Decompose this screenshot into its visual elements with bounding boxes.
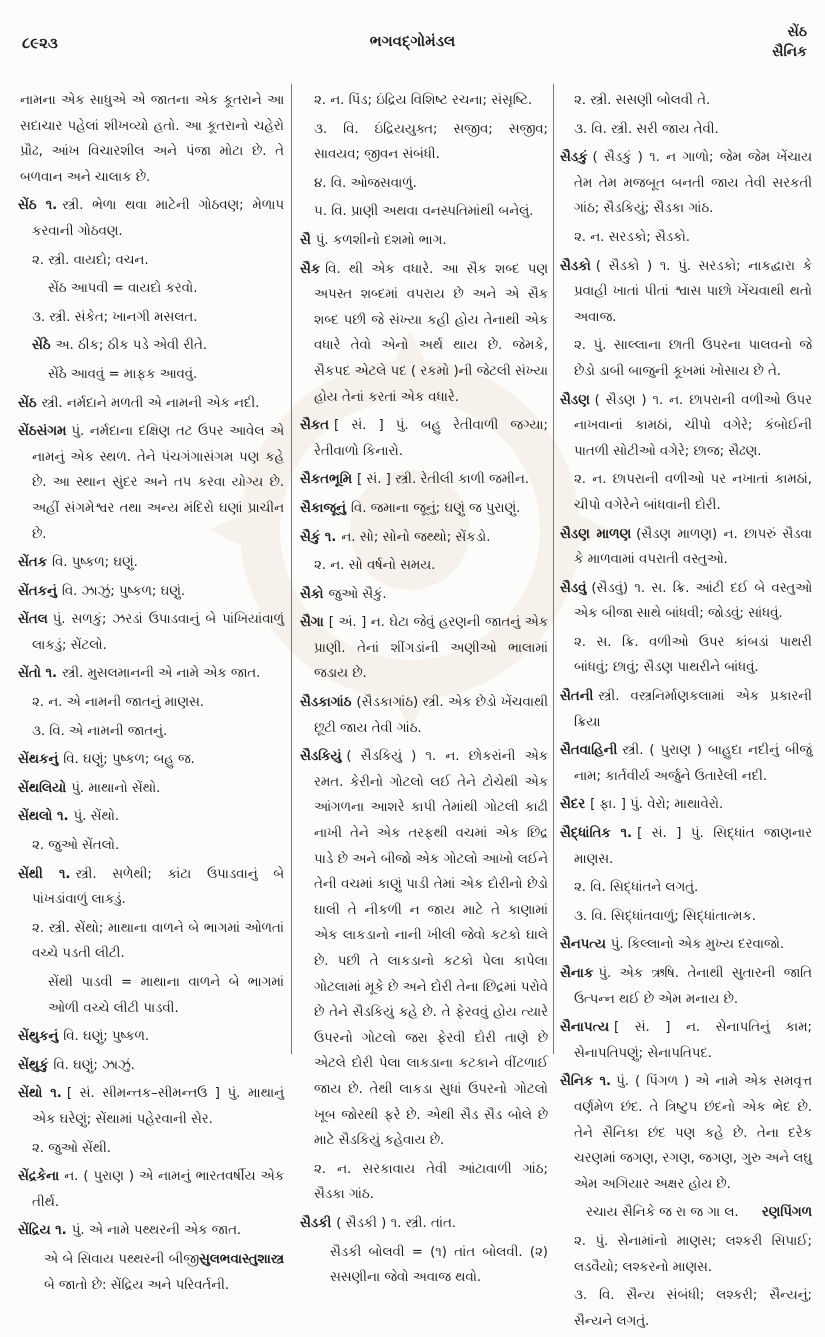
headword: સેંતકનું [18,583,57,599]
dictionary-entry [300,228,548,254]
sense-line [300,553,548,579]
definition-text: [ સં. ] ન. સેનાપતિનું કામ; સેનાપતિપણું; સેનાપતિપદ. [574,1020,812,1061]
definition-text: ( સૈડકિયું ) ૧. ન. છોકરાંની એક રમત. કેરીનો ગોટલો લઈ તેને ટોચેથી એક આંગળના આશરે કાપી તેમાંથી ગોટલી કાઢી નાખી તેને એક તરફથી વચમાં એક છિદ્ર પાડે છે અને બીજો એક ગોટલો આખો લઈને તેની વચમાં કાણું પાડી તેમાં એક દોરીનો છેડો ઘાલી તે નીકળી ન જાય માટે તે કાણામાં એક લાકડાનો નાની ખીલી જેવો કટકો ઘાલે છે. પછી તે લાકડાનો કટકો પેલા કાપેલા ગોટલામાં મૂકે છે અને દોરી તેના છિદ્રમાં પરોવે છે તેને સૈડકિયું કહે છે. તે ફેરવવું હોય ત્યારે ઉપરનો ગોટલો જરા ફેરવી દોરી તાણે છે એટલે દોરી પેલા લાકડાના કટકાને વીંટળાઈ જાય છે. તેથી લાકડા સુધાં ઉપરનો ગોટલો ખૂબ જોરથી ફરે છે. એથી સૈડ સૈડ બોલે છે માટે સૈડકિયું કહેવાય છે. [314,749,548,1149]
sense-line [18,88,284,190]
definition-text: પું. માથાનો સેંથો. [71,780,161,796]
definition-text: સ્ત્રી. સળેથી; કાંટા ઉપાડવાનું બે પાંખડાંવાળું લાકડું. [32,866,285,908]
citation [18,1247,284,1298]
running-title: ભગવદ્ગોમંડલ [369,32,456,50]
sense-line [18,833,284,859]
dictionary-entry [18,607,284,658]
headword: સૈકત [300,418,329,434]
column-divider [553,84,554,1054]
definition-text: ૩. સ્ત્રી. સંકેત; ખાનગી મસલત. [32,309,198,325]
dictionary-entry [560,145,812,222]
definition-text: પું. એક ઋષિ. તેનાથી સુતારની જાતિ ઉત્પન્ન થઈ છે એમ મનાય છે. [574,966,812,1007]
citation-source: રણપિંગળ [761,1205,812,1221]
sense-line [300,117,548,168]
citation-source: સુલભવાસ્તુશાસ્ત્ર [198,1251,284,1267]
definition-text: [ ફા. ] પું. વેરો; માથાવેરો. [590,797,724,813]
headword: સૈડણ [560,392,590,408]
sense-line [18,305,284,331]
definition-text: વિ. ઘણું; પુષ્કળ. [63,1029,150,1045]
headword: સૈતવાહિની [560,743,618,759]
headword: સૈનાપત્ય [560,1020,610,1036]
guide-word-first: સેંઠ [787,24,807,40]
definition-text: (સૈડણ માળણ) ન. છાપરું સૈડવા કે માળવામાં વપરાતી વસ્તુઓ. [574,526,813,568]
headword: સેંતક [18,555,47,571]
sense-line [18,333,284,359]
headword: સૈકાજૂનું [300,500,346,516]
sense-line [300,88,548,114]
headword: સૈનપત્ય [560,937,606,953]
sense-line [18,1136,284,1162]
definition-text: ૨. ન. સરકાવાય તેવી આંટાવાળી ગાંઠ; સૈડકા ગાંઠ. [314,1161,548,1203]
definition-text: પું. એ નામે પથ્થરની એક જાત. [71,1223,242,1239]
definition-text: ૨. ન. સો વર્ષનો સમય. [314,558,436,574]
sense-line [560,904,812,930]
headword: સેંથો ૧. [18,1086,62,1102]
dictionary-entry [560,821,812,872]
dictionary-entry [300,413,548,464]
dictionary-entry [18,1081,284,1132]
definition-text: સૈડકી બોલવી = (૧) તાંત બોલવી. (૨) સસણીના જેવો અવાજ થવો. [330,1244,548,1286]
headword: સેંથલો ૧. [18,809,69,825]
definition-text: વિ. થી એક વધારે. આ સૈક શબ્દ પણ અપસ્ત શબ્દમાં વપરાય છે અને એ સૈક શબ્દ પછી જે સંખ્યા કહી હોય તેનાથી એક વધારે તેવો એનો અર્થ થાય છે. જેમકે, સૈકપદ એટલે પદ ( રકમો )ની જેટલી સંખ્યા હોય તેનાં કરતાં એક વધારે. [314,261,548,405]
definition-text: ૨. ન. એ નામની જાતનું માણસ. [32,695,204,711]
definition-text: નામના એક સાધુએ એ જાતના એક કૂતરાને આ સદાચાર પહેલાં શીખવ્યો હતો. આ કૂતરાનો ચહેરો પ્રૌઢ, આંખ વિચારશીલ અને પંજા મોટા છે. તે બળવાન અને ચાલાક છે. [20,93,284,185]
definition-text: ૨. જુઓ સેંથી. [32,1140,111,1156]
headword: સેંથલિયો [18,780,67,796]
sense-line [560,630,812,681]
definition-text: ૨. પું. સેનામાંનો માણસ; લશ્કરી સિપાઈ; લડવૈયો; લશ્કરનો માણસ. [574,1233,812,1275]
dictionary-entry [18,776,284,802]
definition-text: ( સૈડકું ) ૧. ન ગાળો; જેમ જેમ ખેંચાય તેમ તેમ મજબૂત બનતી જાય તેવી સરકતી ગાંઠ; સૈડકિયું; સૈડકા ગાંઠ. [574,150,812,217]
dictionary-entry [560,1015,812,1066]
sense-line [560,467,812,518]
headword: સૈડકું [560,150,588,166]
definition-text: ૫. વિ. પ્રાણી અથવા વનસ્પતિમાંથી બનેલું. [314,204,534,220]
dictionary-entry [560,738,812,789]
guide-word-last: સૈનિક [772,44,807,60]
headword: સેંઠસંગમ [18,424,67,440]
definition-text: વિ. જમાના જૂનું; ઘણું જ પુરાણું. [350,500,521,516]
headword: સૈડકિયું [300,749,342,765]
definition-text: પું. નર્મદાના દક્ષિણ તટ ઉપર આવેલ એ નામનું એક સ્થળ. તેને પંચગંગાસંગમ પણ કહે છે. આ સ્થાન સુંદર અને તપ કરવા યોગ્ય છે. અહીં સંગમેશ્વર તથા અન્ય મંદિરો ઘણાં પ્રાચીન છે. [32,424,284,542]
dictionary-entry [560,576,812,627]
column-divider [291,84,292,1054]
definition-text: વિ. ઝાઝું; પુષ્કળ; ઘણું. [61,583,186,599]
dictionary-entry [560,684,812,735]
definition-text: [ સં. ] પું. સિદ્ધાંત જાણનાર માણસ. [574,826,812,867]
sense-line [300,199,548,225]
definition-text: ૨. વિ. સિદ્ધાંતને લગતું. [574,880,699,896]
definition-text: ન. સો; સોનો જથ્થો; સેંકડો. [341,529,491,545]
definition-text: સ્ત્રી. ( પુરાણ ) બાહુદા નદીનું બીજું નામ; કાર્તવીર્ય અર્જુને ઉતારેલી નદી. [574,743,812,784]
definition-text: અ. ઠીક; ઠીક પડે એવી રીતે. [55,338,208,354]
definition-text: ૨. ન. સરડકો; સૈડકો. [574,229,690,245]
definition-text: પું. સળકું; ઝરડાં ઉપાડવાનું બે પાંખિયાંવાળું લાકડું; સેંટલો. [32,612,284,653]
dictionary-entry [560,1069,812,1197]
page-number: ૮૯૨૩ [22,34,58,52]
sense-line [18,690,284,716]
dictionary-entry [18,1053,284,1079]
headword: સૈડકાગાંઠ [300,695,352,711]
sense-line [560,1283,812,1334]
dictionary-entry [300,257,548,411]
definition-text: ૨. પું. સાલ્લાના છાતી ઉપરના પાલવનો જે છેડો ડાબી બાજુની કૂખમાં ખોસાય છે તે. [574,338,812,379]
headword: સેંઠ ૧. [18,198,58,214]
headword: સેંથુકનું [18,1029,59,1045]
headword: સેંથુકું [18,1057,49,1073]
definition-text: ( સૈડકો ) ૧. પું. સરડકો; નાકદ્વારા કે પ્રવાહી ખાતાં પીતાં શ્વાસ પાછો ખેંચવાથી થતો અવાજ. [574,258,812,325]
dictionary-entry [560,388,812,465]
headword: સૈડવું [560,580,587,596]
dictionary-entry [18,391,284,417]
sense-line [560,333,812,384]
dictionary-entry [18,419,284,547]
usage-example [18,970,284,1021]
definition-text: પું. સેંથો. [73,809,120,825]
definition-text: ૨. સ્ત્રી. સસણી બોલવી તે. [574,93,711,108]
definition-text: એ બે સિવાય પથ્થરની બીજી બે જાતો છે: સેંદ્રિય અને પરિવર્તની. [44,1251,230,1293]
definition-text: ન. ( પુરાણ ) એ નામનું ભારતવર્ષીય એક તીર્થ. [32,1169,284,1210]
dictionary-entry [300,496,548,522]
definition-text: ૪. વિ. ઓજસવાળું. [314,175,417,191]
headword: સૈ [300,232,311,248]
sense-line [18,916,284,967]
headword: સૈદર [560,797,586,813]
definition-text: ૩. વિ. સ્ત્રી. સરી જાય તેવી. [574,121,719,137]
headword: સૈતની [560,689,594,705]
definition-text: સેંથી પાડવી = માથાના વાળને બે ભાગમાં ઓળી વચ્ચે લીટી પાડવી. [48,975,284,1016]
definition-text: સ્ત્રી. વસ્ત્રનિર્માણકલામાં એક પ્રકારની ક્રિયા [574,689,812,730]
definition-text: (સૈડવું) ૧. સ. ક્રિ. આંટી દઈ બે વસ્તુઓ એક બીજા સાથે બાંધવી; જોડવું; સાંધવું. [574,580,812,622]
definition-text: વિ. ઘણું; પુષ્કળ; બહુ જ. [63,752,195,768]
definition-text: ૨. ન. છાપરાની વળીઓ પર નખાતાં કામઠાં, ચીપો વગેરેને બાંધવાની દોરી. [574,472,812,513]
headword: સૈડકી [300,1215,332,1231]
usage-example [18,362,284,388]
definition-text: સ્ત્રી. મુસલમાનની એ નામે એક જાત. [62,666,261,682]
headword: સૈનાક [560,966,594,981]
dictionary-entry [18,747,284,773]
definition-text: ૩. વિ. સૈન્ય સંબંધી; લશ્કરી; સૈન્યનું; સૈન્યને લગતું. [574,1288,812,1329]
citation [560,1200,812,1226]
definition-text: ૨. ન. પિંડ; ઇંદ્રિય વિશિષ્ટ રચના; સંસૃષ્ટિ. [314,93,533,108]
definition-text: પું. ( પિંગળ ) એ નામે એક સમવૃત્ત વર્ણમેળ છંદ. તે ત્રિષ્ટુપ છંદનો એક ભેદ છે. તેને સૈનિકા છંદ પણ કહે છે. તેના દરેક ચરણમાં જગણ, રગણ, જગણ, ગુરુ અને લઘુ એમ અગિયાર અક્ષર હોય છે. [574,1074,812,1192]
sense-line [18,248,284,274]
definition-text: ૨. સ્ત્રી. વાયદો; વચન. [32,252,149,268]
definition-text: સ્ત્રી. ભેળા થવા માટેની ગોઠવણ; મેળાપ કરવાની ગોઠવણ. [32,198,284,239]
sense-line [300,171,548,197]
dictionary-entry [300,467,548,493]
dictionary-entry [560,932,812,958]
usage-example [18,276,284,302]
definition-text: [ સં. ] પું. બહુ રેતીવાળી જગ્યા; રેતીવાળો કિનારો. [314,418,548,459]
dictionary-entry [18,1024,284,1050]
definition-text: [ સં. ] સ્ત્રી. રેતીલી કાળી જમીન. [357,472,529,488]
dictionary-column-2 [300,88,548,1294]
definition-text: રચાય સૈનિકે જ રા જ ગા લ. [586,1205,739,1221]
headword: સૈદ્ધાંતિક ૧. [560,826,633,842]
headword: સૈનિક ૧. [560,1074,612,1090]
definition-text: ૨. સ્ત્રી. સેંથો; માથાના વાળને બે ભાગમાં ઓળતાં વચ્ચે પડતી લીટી. [32,920,284,962]
definition-text: [ સં. સીમન્તક–સીમન્તઉ ] પું. માથાનું એક ઘરેણું; સેંથામાં પહેરવાની સેર. [32,1086,284,1127]
dictionary-entry [18,804,284,830]
dictionary-entry [300,1211,548,1237]
headword: સૈડકો [560,258,591,274]
sense-line [560,225,812,251]
definition-text: પું. કિલ્લાનો એક મુખ્ય દરવાજો. [610,937,785,953]
definition-text: વિ. ઘણું; ઝાઝું. [53,1057,135,1073]
dictionary-entry [300,690,548,741]
dictionary-entry [560,961,812,1012]
definition-text: સેંઠે આવવું = માફક આવવું. [48,366,198,382]
definition-text: જુઓ સૈકું. [328,586,387,602]
sense-line [560,875,812,901]
sense-line [560,117,812,143]
definition-text: ૩. વિ. એ નામની જાતનું. [32,723,168,739]
dictionary-entry [18,862,284,913]
dictionary-entry [18,661,284,687]
definition-text: ૨. જુઓ સેંતલો. [32,838,120,854]
definition-text: ૩. વિ. ઇંદ્રિયયુક્ત; સજીવ; સજીવ; સાવયવ; જીવન સંબંધી. [314,121,548,163]
headword: સેંઠે [32,338,51,354]
headword: સેંદ્રિય ૧. [18,1223,67,1239]
definition-text: ( સૈડણ ) ૧. ન. છાપરાની વળીઓ ઉપર નાખવાનાં કામઠાં, ચીપો વગેરે; કંબોઈની પાતળી સોટીઓ વગેરે; છાજ; સૈઢણ. [574,392,812,459]
headword: સૈગા [300,615,324,631]
definition-text: ૨. સ. ક્રિ. વળીઓ ઉપર કાંબડાં પાથરી બાંધવું; છાવું; સૈડણ પાથરીને બાંધવું. [574,634,812,676]
dictionary-entry [18,1164,284,1215]
sense-line [18,719,284,745]
headword: સૈકું ૧. [300,529,337,545]
definition-text: વિ. પુષ્કળ; ઘણું. [51,555,138,571]
dictionary-entry [300,610,548,687]
headword: સેંઠ [18,395,37,411]
definition-text: (સૈડકાગાંઠ) સ્ત્રી. એક છેડો ખેંચવાથી છૂટી જાય તેવી ગાંઠ. [314,695,548,736]
definition-text: સ્ત્રી. નર્મદાને મળતી એ નામની એક નદી. [41,395,260,411]
headword: સૈકતભૂમિ [300,472,353,488]
dictionary-entry [560,522,812,573]
headword: સેંતો ૧. [18,666,58,682]
headword: સેંથકનું [18,752,59,768]
sense-line [560,1229,812,1280]
headword: સેંતલ [18,612,48,628]
definition-text: સેંઠ આપવી = વાયદો કરવો. [48,281,198,297]
dictionary-entry [560,254,812,331]
headword: સૈડણ માળણ [560,526,632,542]
dictionary-entry [300,744,548,1154]
sense-line [300,1157,548,1208]
headword: સેંદ્રકેના [18,1169,60,1185]
dictionary-entry [300,525,548,551]
definition-text: [ અં. ] ન. ઘેટા જેવું હરણની જાતનું એક પ્રાણી. તેનાં શીંગડાંની અણીઓ ભાલામાં જડાય છે. [314,615,548,682]
headword: સેંથી ૧. [18,866,71,882]
dictionary-entry [18,579,284,605]
dictionary-entry [300,582,548,608]
definition-text: ૩. વિ. સિદ્ધાંતવાળું; સિદ્ધાંતાત્મક. [574,908,757,924]
dictionary-entry [18,550,284,576]
headword: સૈક [300,261,321,277]
dictionary-entry [18,193,284,244]
headword: સૈકો [300,586,324,602]
dictionary-column-3 [560,88,812,1337]
definition-text: પું. કળશીનો દશમો ભાગ. [315,232,447,248]
sense-line [560,88,812,114]
definition-text: ( સૈડકી ) ૧. સ્ત્રી. તાંત. [336,1215,457,1231]
dictionary-entry [18,1218,284,1244]
dictionary-entry [560,792,812,818]
dictionary-column-1 [18,88,284,1301]
usage-example [300,1240,548,1291]
guide-words [772,22,807,62]
